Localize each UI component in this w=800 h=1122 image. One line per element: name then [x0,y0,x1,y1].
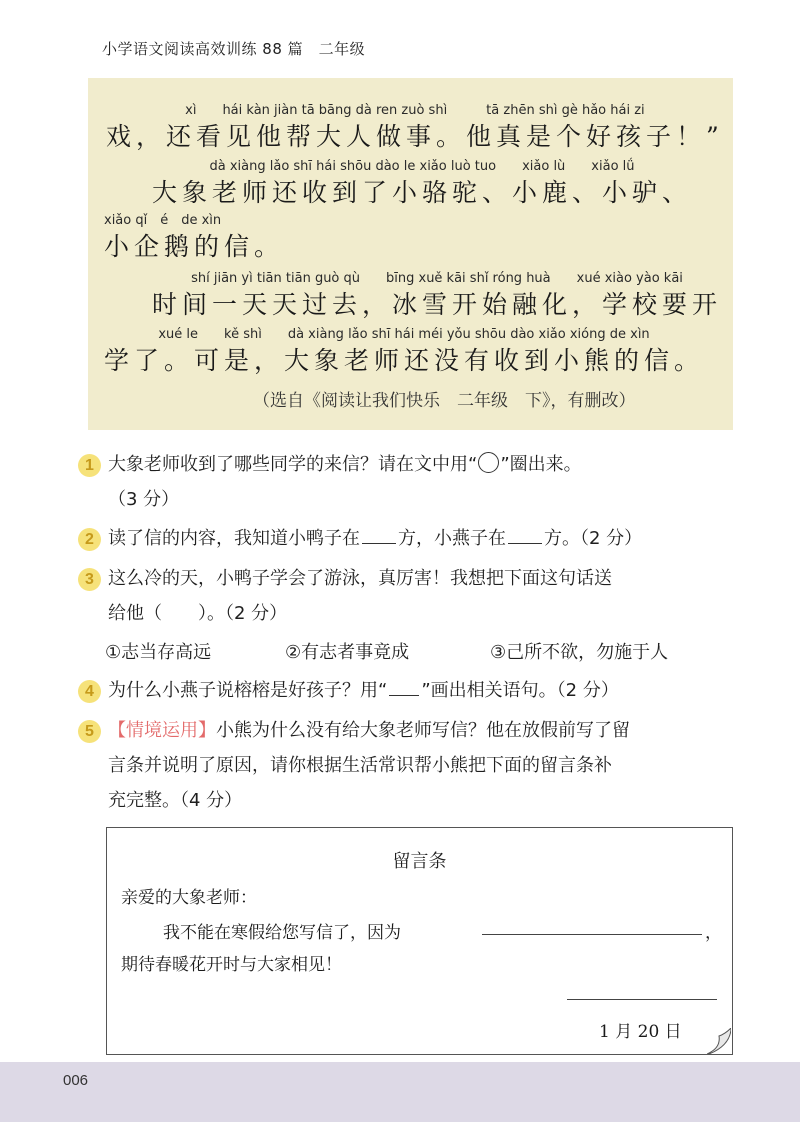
context-tag: 【情境运用】 [108,720,216,741]
question-2-text-b: 方，小燕子在 [398,528,506,549]
note-greeting: 亲爱的大象老师： [121,888,257,908]
book-header-title: 小学语文阅读高效训练 88 篇 二年级 [102,40,366,58]
hanzi-row: 学了。可是，大象老师还没有收到小熊的信。 [104,346,705,375]
page-number: 006 [63,1072,89,1089]
question-number-badge: 5 [78,720,101,743]
page-curl-icon [707,1028,731,1054]
question-5-line1-text: 小熊为什么没有给大象老师写信？他在放假前写了留 [216,720,630,741]
question-1-score: （3 分） [108,489,180,510]
option-2[interactable]: ②有志者事竟成 [285,642,410,663]
question-number-badge: 4 [78,680,101,703]
option-3[interactable]: ③己所不欲，勿施于人 [490,642,669,663]
question-1-text-a: 大象老师收到了哪些同学的来信？请在文中用“ [108,454,478,475]
passage-line [152,270,722,322]
pinyin-row: xiǎo qǐ é de xìn [104,213,222,228]
question-3-line2: 给他（ ）。（2 分） [108,603,288,624]
question-4-text-b: ”画出相关语句。（2 分） [421,680,619,701]
pinyin-row: xué le kě shì dà xiàng lǎo shī hái méi yǒu shōu dào xiǎo xióng de xìn [158,327,650,342]
question-4-text [108,676,619,706]
option-1[interactable]: ①志当存高远 [105,642,212,663]
passage-line [106,102,724,154]
reading-passage [88,78,733,430]
question-number-badge: 1 [78,454,101,477]
note-body-line2: 期待春暖花开时与大家相见！ [121,955,342,975]
question-4-text-a: 为什么小燕子说榕榕是好孩子？用“ [108,680,388,701]
question-2-text-a: 读了信的内容，我知道小鸭子在 [108,528,360,549]
note-body-comma: ， [705,923,722,943]
footer-bar [0,1062,800,1122]
question-3-line1: 这么冷的天，小鸭子学会了游泳，真厉害！我想把下面这句话送 [108,568,612,589]
underline-symbol [389,677,419,696]
passage-source: （选自《阅读让我们快乐 二年级 下》，有删改） [253,391,636,411]
passage-line [104,212,284,264]
pinyin-row: xì hái kàn jiàn tā bāng dà ren zuò shì tā zhēn shì gè hǎo hái zi [185,103,645,118]
note-body-line1: 我不能在寒假给您写信了，因为 [163,923,401,943]
circle-symbol-icon [478,452,499,473]
hanzi-row: 小企鹅的信。 [104,232,285,261]
passage-line [152,158,692,210]
note-date: 1 月 20 日 [599,1022,682,1042]
pinyin-row: dà xiàng lǎo shī hái shōu dào le xiǎo luò tuo xiǎo lù xiǎo lǘ [209,159,635,174]
signature-line[interactable] [567,999,717,1000]
question-5-line2: 言条并说明了原因，请你根据生活常识帮小熊把下面的留言条补 [108,755,612,776]
question-5-line3: 充完整。（4 分） [108,790,243,811]
question-1-text [108,450,582,480]
passage-line [104,326,704,378]
question-2-text-c: 方。（2 分） [544,528,643,549]
question-1-text-b: ”圈出来。 [500,454,582,475]
hanzi-row: 时间一天天过去，冰雪开始融化，学校要开 [152,290,723,319]
pinyin-row: shí jiān yì tiān tiān guò qù bīng xuě kāi shǐ róng huà xué xiào yào kāi [191,271,683,286]
note-answer-line[interactable] [482,934,702,935]
answer-blank[interactable] [508,525,542,544]
message-note [106,827,733,1055]
question-5-line1 [108,716,630,746]
hanzi-row: 大象老师还收到了小骆驼、小鹿、小驴、 [152,178,693,207]
note-title: 留言条 [392,851,447,872]
hanzi-row: 戏，还看见他帮大人做事。他真是个好孩子！” [106,122,724,151]
question-number-badge: 2 [78,528,101,551]
answer-blank[interactable] [362,525,396,544]
question-2-text [108,524,642,554]
question-number-badge: 3 [78,568,101,591]
